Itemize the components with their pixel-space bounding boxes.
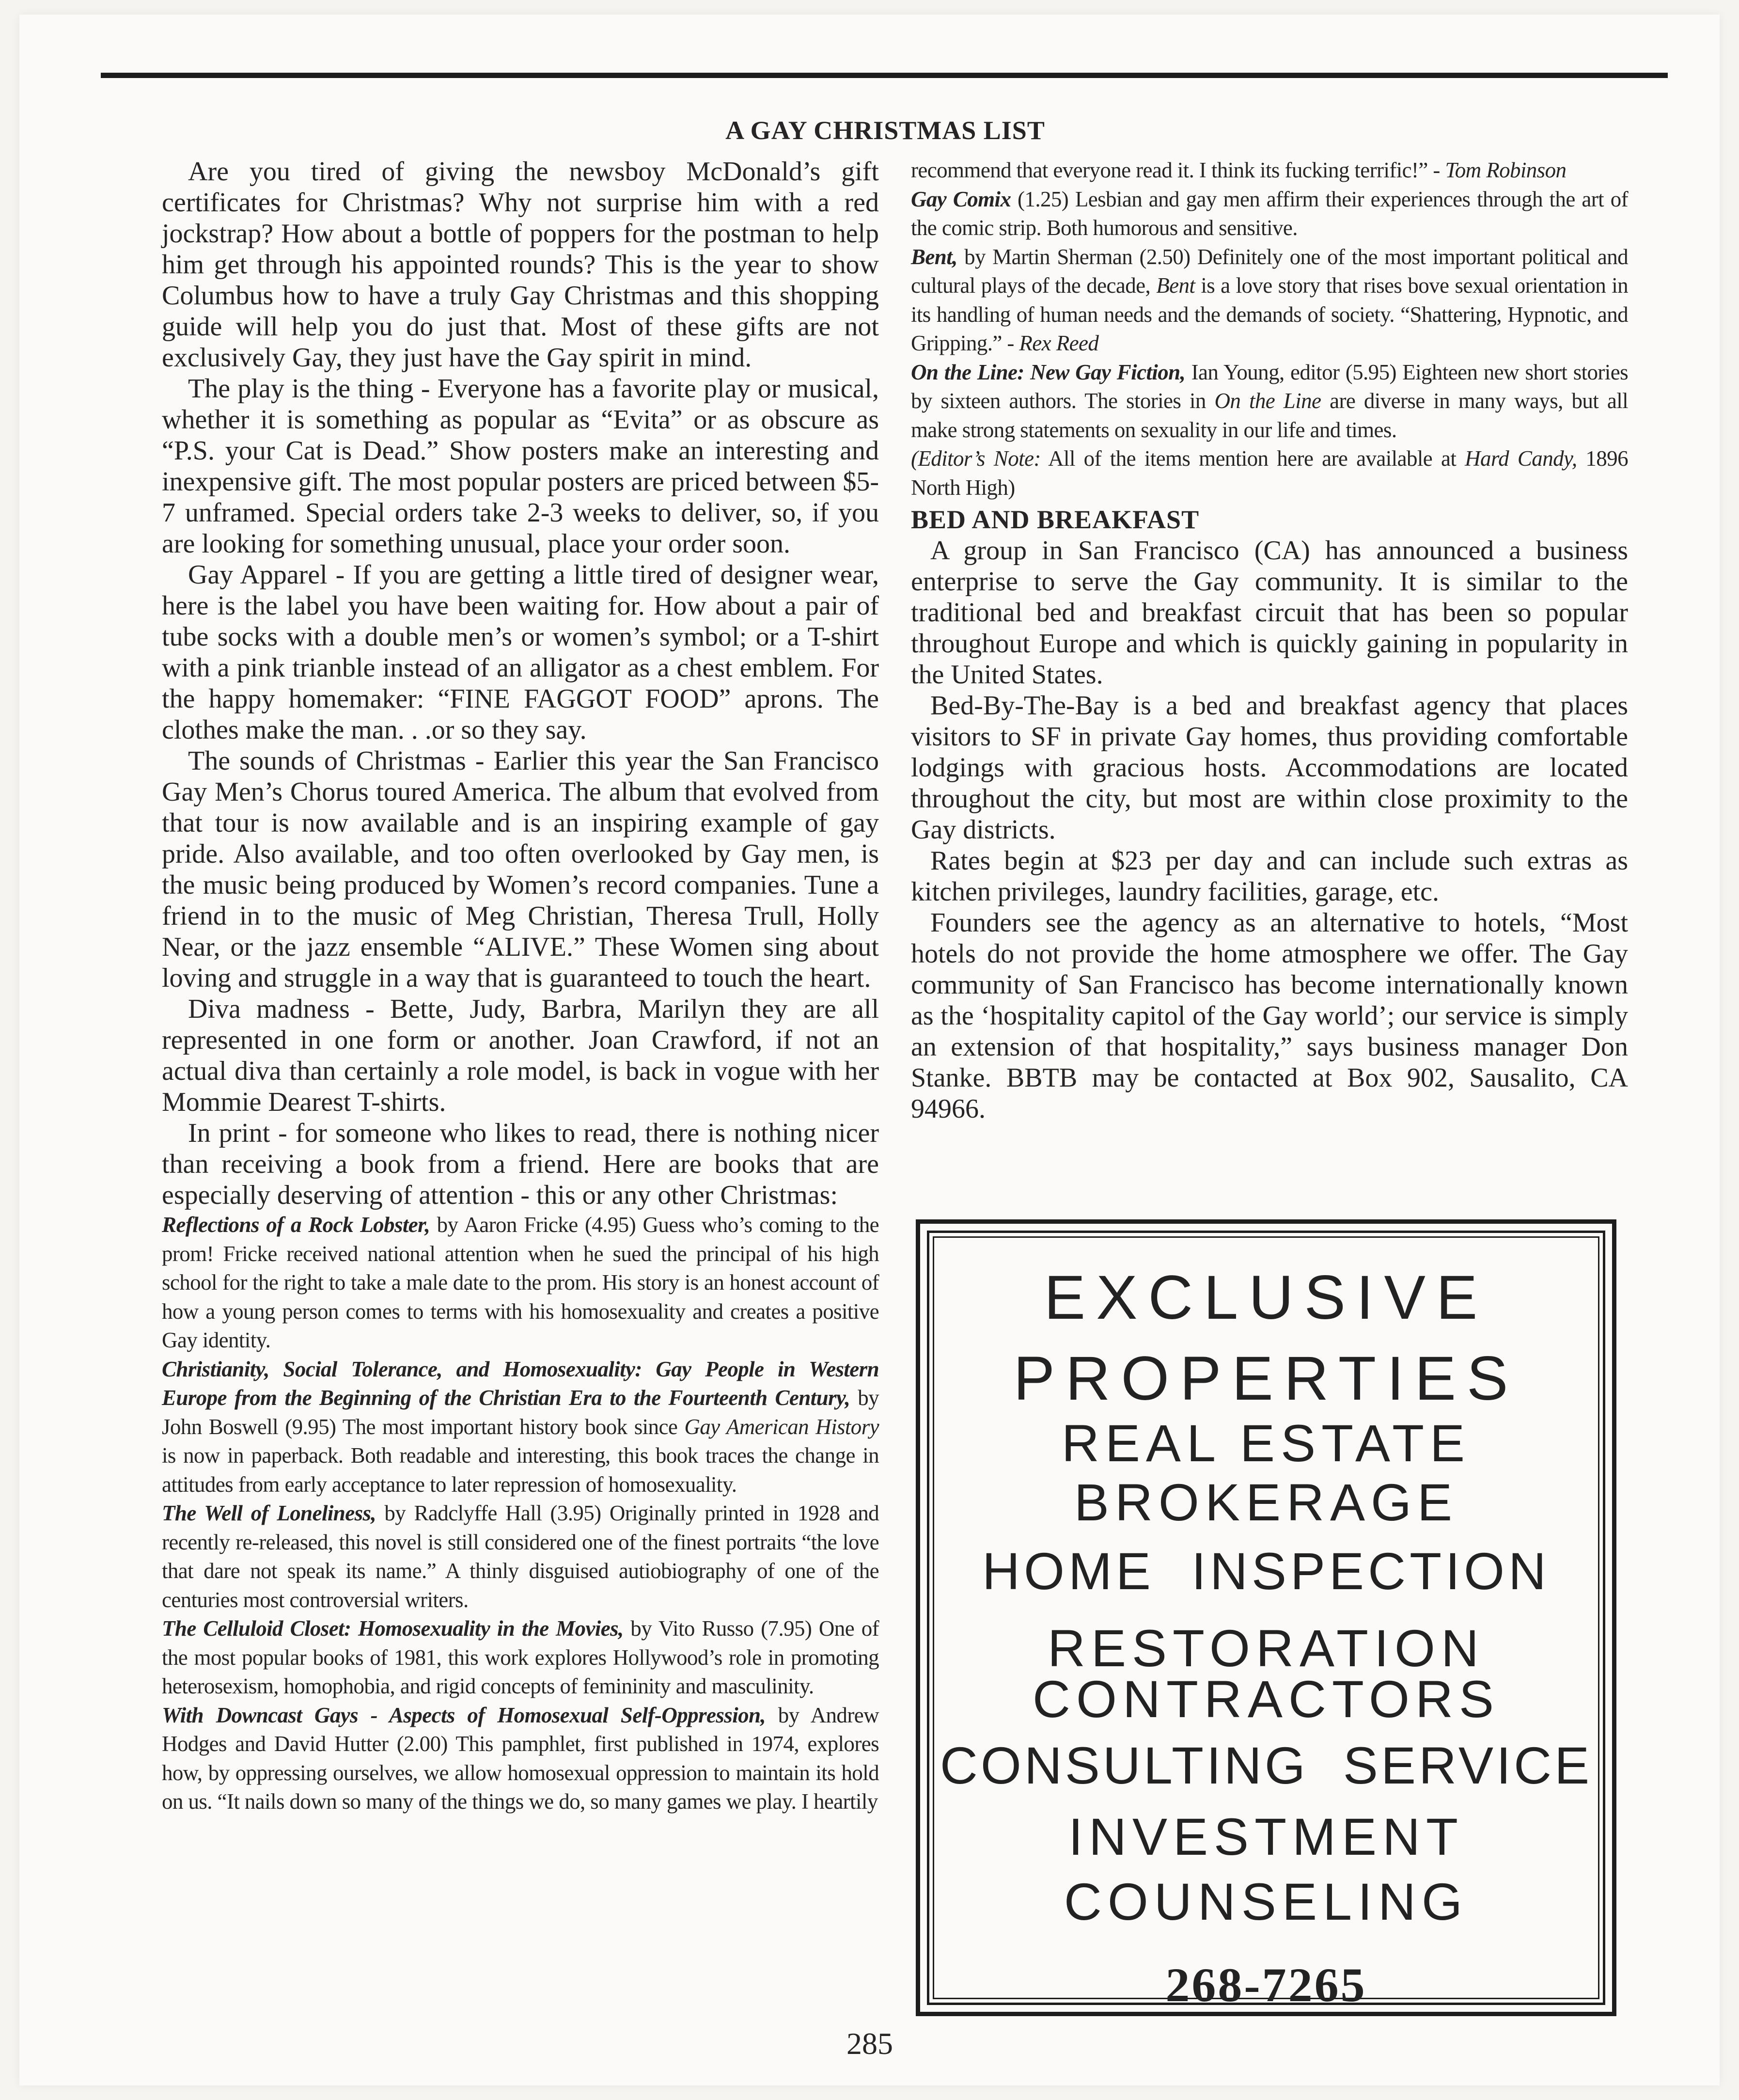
book-entry-bent — [911, 243, 1628, 358]
text-segment: by Martin Sherman (2.50) Definitely one of the most important political and cultural plays of the decade, — [911, 244, 1628, 298]
book-entry-celluloid-closet — [162, 1614, 879, 1701]
text-segment: is a love story that rises bove sexual orientation in its handling of human needs and the demands of society. “Shattering, Hypnotic, and Gripping.” - — [911, 273, 1629, 355]
ad-line-exclusive: EXCLUSIVE — [1044, 1263, 1488, 1332]
book-entry-downcast-gays-continued — [911, 156, 1628, 185]
italic-text: (Editor’s Note: — [911, 446, 1041, 471]
text-segment: by Aaron Fricke (4.95) Guess who’s coming to the prom! Fricke received national attention when he sued the principal of his high school for the right to take a male date to the prom. His story is an honest account of how a young person comes to terms with his homosexuality and creates a positive Gay identity. — [162, 1213, 879, 1352]
paragraph-sounds: The sounds of Christmas - Earlier this year the San Francisco Gay Men’s Chorus toured America. The album that evolved from that tour is now available and is an inspiring example of gay pride. Also available, and too often overlooked by Gay men, is the music being produced by Women’s record companies. Tune a friend in to the music of Meg Christian, Theresa Trull, Holly Near, or the jazz ensemble “ALIVE.” These Women sing about loving and struggle in a way that is guaranteed to touch the heart. — [162, 746, 879, 993]
text-segment: by Andrew Hodges and David Hutter (2.00) This pamphlet, first published in 1974, explores how, by oppressing ourselves, we allow homosexual oppression to maintain its hold on us. “It nails down so many of the things we do, so many games we play. I heartily — [162, 1703, 879, 1814]
text-segment: by Radclyffe Hall (3.95) Originally printed in 1928 and recently re-released, this novel is still considered one of the finest portraits “the love that dare not speak its name.” A thinly disguised autiobiography of one of the centuries most controversial writers. — [162, 1501, 879, 1612]
text-segment: Ian Young, editor (5.95) Eighteen new short stories by sixteen authors. The stories in — [911, 360, 1628, 413]
italic-text: Bent — [1156, 273, 1195, 298]
editors-note — [911, 444, 1628, 502]
book-entry-on-the-line — [911, 358, 1628, 445]
ad-line-consulting-service: CONSULTING SERVICE — [940, 1736, 1593, 1795]
ad-line-properties: PROPERTIES — [1013, 1344, 1519, 1413]
italic-text: On the Line — [1214, 389, 1321, 413]
ad-line-home-inspection: HOME INSPECTION — [982, 1542, 1551, 1600]
text-segment: All of the items mention here are available at — [1040, 446, 1465, 471]
book-entry-rock-lobster — [162, 1211, 879, 1355]
text-segment: (1.25) Lesbian and gay men affirm their experiences through the art of the comic strip. Both humorous and sensitive. — [911, 187, 1629, 240]
book-entry-well-of-loneliness — [162, 1499, 879, 1614]
text-segment: by John Boswell (9.95) The most important history book since — [162, 1386, 879, 1439]
italic-text: Hard Candy, — [1465, 446, 1577, 471]
text-segment: are diverse in many ways, but all make strong statements on sexuality in our life and times. — [911, 389, 1628, 442]
book-title: With Downcast Gays - Aspects of Homosexual Self-Oppression, — [162, 1703, 766, 1727]
right-column — [911, 156, 1628, 1124]
book-title: Bent, — [911, 244, 957, 269]
left-column — [162, 156, 879, 1816]
paragraph-print: In print - for someone who likes to read, there is nothing nicer than receiving a book from a friend. Here are books that are especially deserving of attention - this or any other Christmas: — [162, 1118, 879, 1210]
book-title: Gay Comix — [911, 187, 1011, 211]
italic-text: Tom Robinson — [1445, 158, 1567, 182]
top-rule-divider — [101, 73, 1668, 78]
book-entry-gay-comix — [911, 185, 1628, 243]
ad-line-restoration: RESTORATION — [1047, 1619, 1485, 1677]
ad-line-brokerage: BROKERAGE — [1074, 1473, 1458, 1532]
book-title: Christianity, Social Tolerance, and Homosexuality: Gay People in Western Europe from the Beginning of the Christian Era to the Fourteenth Century, — [162, 1357, 879, 1410]
text-segment: recommend that everyone read it. I think its fucking terrific!” - — [911, 158, 1445, 182]
article-title: A GAY CHRISTMAS LIST — [725, 116, 1045, 145]
paragraph-bnb-founders: Founders see the agency as an alternative to hotels, “Most hotels do not provide the home atmosphere we offer. The Gay community of San Francisco has become internationally known as the ‘hospitality capitol of the Gay world’; our service is simply an extension of that hospitality,” says business manager Don Stanke. BBTB may be contacted at Box 902, Sausalito, CA 94966. — [911, 908, 1628, 1124]
book-title: The Well of Loneliness, — [162, 1501, 376, 1525]
ad-phone-number: 268-7265 — [1165, 1958, 1367, 2012]
page-number: 285 — [846, 2026, 893, 2061]
text-segment: by Vito Russo (7.95) One of the most popular books of 1981, this work explores Hollywood’s role in promoting heterosexism, homophobia, and rigid concepts of femininity and masculinity. — [162, 1616, 879, 1698]
book-title: On the Line: New Gay Fiction, — [911, 360, 1186, 384]
italic-text: Rex Reed — [1019, 331, 1099, 355]
text-segment: 1896 North High) — [911, 446, 1628, 500]
book-title: Reflections of a Rock Lobster, — [162, 1213, 430, 1237]
paragraph-play: The play is the thing - Everyone has a favorite play or musical, whether it is something as popular as “Evita” or as obscure as “P.S. your Cat is Dead.” Show posters make an interesting and inexpensive gift. The most popular posters are priced between $5-7 unframed. Special orders take 2-3 weeks to deliver, so, if you are looking for something unusual, place your order soon. — [162, 374, 879, 559]
italic-text: Gay American History — [684, 1414, 879, 1439]
real-estate-advertisement — [916, 1219, 1616, 2016]
section-heading-bed-and-breakfast: BED AND BREAKFAST — [911, 505, 1200, 534]
book-entry-christianity — [162, 1355, 879, 1500]
paragraph-intro: Are you tired of giving the newsboy McDonald’s gift certificates for Christmas? Why not surprise him with a red jockstrap? How about a bottle of poppers for the postman to help him get through his appointed rounds? This is the year to show Columbus how to have a truly Gay Christmas and this shopping guide will help you do just that. Most of these gifts are not exclusively Gay, they just have the Gay spirit in mind. — [162, 157, 879, 373]
text-segment: is now in paperback. Both readable and interesting, this book traces the change in attitudes from early acceptance to later repression of homosexuality. — [162, 1443, 879, 1497]
paragraph-bnb-intro: A group in San Francisco (CA) has announced a business enterprise to serve the Gay community. It is similar to the traditional bed and breakfast circuit that has been so popular throughout Europe and which is quickly gaining in popularity in the United States. — [911, 536, 1628, 690]
book-title: The Celluloid Closet: Homosexuality in the Movies, — [162, 1616, 624, 1641]
paragraph-diva: Diva madness - Bette, Judy, Barbra, Marilyn they are all represented in one form or another. Joan Crawford, if not an actual diva than certainly a role model, is back in vogue with her Mommie Dearest T-shirts. — [162, 994, 879, 1117]
ad-line-investment: INVESTMENT — [1068, 1807, 1464, 1866]
paragraph-bnb-agency: Bed-By-The-Bay is a bed and breakfast agency that places visitors to SF in private Gay homes, thus providing comfortable lodgings with gracious hosts. Accommodations are located throughout the city, but most are within close proximity to the Gay districts. — [911, 691, 1628, 845]
ad-line-counseling: COUNSELING — [1064, 1872, 1469, 1931]
book-entry-downcast-gays — [162, 1701, 879, 1816]
paragraph-bnb-rates: Rates begin at $23 per day and can include such extras as kitchen privileges, laundry facilities, garage, etc. — [911, 846, 1628, 907]
ad-line-real-estate: REAL ESTATE — [1061, 1414, 1471, 1472]
ad-line-contractors: CONTRACTORS — [1032, 1670, 1500, 1728]
paragraph-apparel: Gay Apparel - If you are getting a little tired of designer wear, here is the label you have been waiting for. How about a pair of tube socks with a double men’s or women’s symbol; or a T-shirt with a pink trianble instead of an alligator as a chest emblem. For the happy homemaker: “FINE FAGGOT FOOD” aprons. The clothes make the man. . .or so they say. — [162, 560, 879, 745]
